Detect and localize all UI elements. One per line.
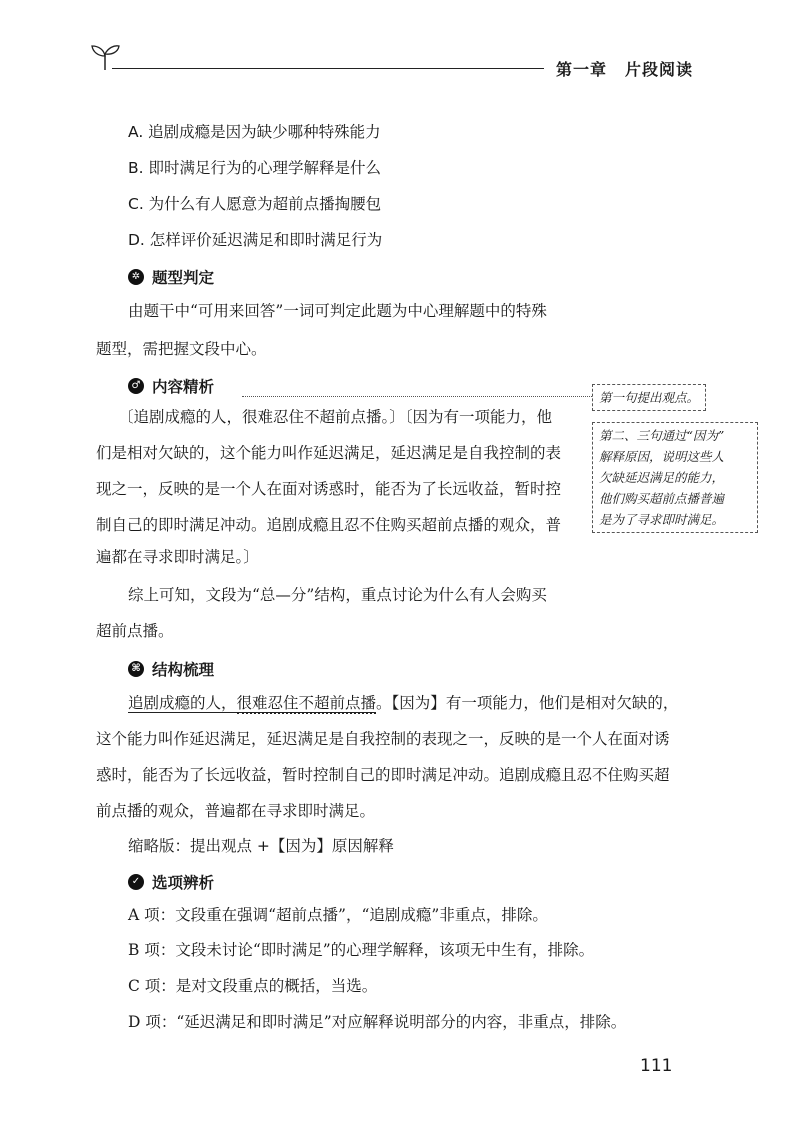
structure-line-1 (128, 692, 678, 714)
note-first-sentence: 第一句提出观点。 (592, 384, 706, 411)
note-reason-line-1: 第二、三句通过“因为” (599, 428, 725, 443)
page-number: 111 (640, 1056, 673, 1076)
note-reason-line-3: 欠缺延迟满足的能力， (599, 470, 725, 485)
summary-line-2: 超前点播。 (96, 622, 174, 640)
structure-rest-first: 有一项能力，他们是相对欠缺的， (445, 694, 679, 712)
structure-because-tag: 【因为】 (391, 694, 446, 712)
option-c: C. 为什么有人愿意为超前点播掏腰包 (128, 195, 382, 213)
judgement-line-1: 由题干中“可用来回答”一词可判定此题为中心理解题中的特殊 (128, 302, 547, 320)
structure-icon: ⌘ (128, 661, 144, 677)
option-analysis-b: B 项：文段未讨论“即时满足”的心理学解释，该项无中生有，排除。 (128, 941, 595, 959)
note-reason (592, 422, 758, 533)
structure-viewpoint (128, 694, 376, 713)
analysis-line-3: 现之一，反映的是一个人在面对诱惑时，能否为了长远收益，暂时控 (96, 480, 562, 498)
note-leader-1 (242, 396, 592, 397)
judgement-line-2: 题型，需把握文段中心。 (96, 340, 267, 358)
gear-icon: ✲ (128, 269, 144, 285)
header-rule (112, 68, 544, 69)
structure-period: 。 (376, 694, 392, 712)
note-reason-line-2: 解释原因，说明这些人 (599, 449, 725, 464)
analysis-line-2: 们是相对欠缺的，这个能力叫作延迟满足，延迟满足是自我控制的表 (96, 444, 562, 462)
chapter-heading (556, 57, 693, 80)
section-title-options: 选项辨析 (152, 874, 215, 892)
option-analysis-a: A 项：文段重在强调“超前点播”，“追剧成瘾”非重点，排除。 (128, 906, 548, 924)
analysis-line-1: 〔追剧成瘾的人，很难忍住不超前点播。〕〔因为有一项能力，他 (118, 408, 553, 426)
option-b: B. 即时满足行为的心理学解释是什么 (128, 159, 381, 177)
analysis-icon: ♂ (128, 378, 144, 394)
structure-viewpoint-b: 很难忍住不超前点播 (236, 694, 377, 712)
summary-line-1: 综上可知，文段为“总—分”结构，重点讨论为什么有人会购买 (128, 586, 547, 604)
note-reason-line-5: 是为了寻求即时满足。 (599, 512, 725, 527)
section-title-structure: 结构梳理 (152, 661, 215, 679)
option-analysis-icon: ✓ (128, 874, 144, 890)
section-title-judgement: 题型判定 (152, 269, 215, 287)
option-a: A. 追剧成瘾是因为缺少哪种特殊能力 (128, 123, 381, 141)
structure-short: 缩略版：提出观点 +【因为】原因解释 (128, 837, 394, 855)
analysis-line-4: 制自己的即时满足冲动。追剧成瘾且忍不住购买超前点播的观众，普 (96, 516, 562, 534)
option-d: D. 怎样评价延迟满足和即时满足行为 (128, 231, 383, 249)
section-title-analysis: 内容精析 (152, 378, 215, 396)
note-reason-line-4: 他们购买超前点播普遍 (599, 491, 725, 506)
structure-viewpoint-a: 追剧成瘾的人， (128, 694, 237, 712)
option-analysis-d: D 项：“延迟满足和即时满足”对应解释说明部分的内容，非重点，排除。 (128, 1013, 627, 1031)
option-analysis-c: C 项：是对文段重点的概括，当选。 (128, 977, 378, 995)
structure-line-4: 前点播的观众，普遍都在寻求即时满足。 (96, 802, 376, 820)
structure-line-3: 惑时，能否为了长远收益，暂时控制自己的即时满足冲动。追剧成瘾且忍不住购买超 (96, 766, 670, 784)
analysis-line-5: 遍都在寻求即时满足。〕 (96, 548, 259, 566)
structure-line-2: 这个能力叫作延迟满足，延迟满足是自我控制的表现之一，反映的是一个人在面对诱 (96, 730, 670, 748)
section-label: 片段阅读 (625, 60, 694, 79)
chapter-label: 第一章 (556, 60, 608, 79)
